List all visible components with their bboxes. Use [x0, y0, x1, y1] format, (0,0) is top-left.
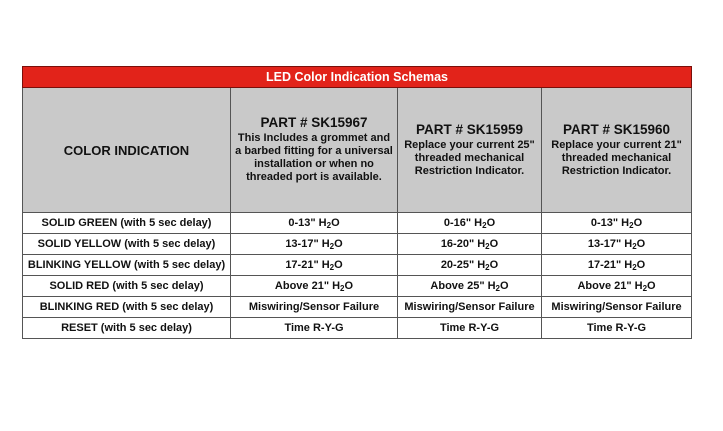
- cell-subscript: 2: [632, 241, 637, 251]
- cell-text: O: [489, 237, 499, 250]
- table-cell: [542, 234, 692, 255]
- table-cell: [231, 297, 398, 318]
- cell-text: O: [633, 216, 643, 229]
- table-cell: [231, 213, 398, 234]
- table-cell: [542, 213, 692, 234]
- cell-text: Above 21" H: [274, 279, 341, 292]
- table-row: [23, 276, 692, 297]
- part-number: PART # SK15960: [562, 121, 671, 137]
- cell-text: 13-17" H: [285, 237, 330, 250]
- part-column-header: [398, 88, 542, 213]
- cell-subscript: 2: [642, 283, 648, 293]
- cell-subscript: 2: [485, 262, 490, 272]
- cell-text: O: [489, 258, 499, 271]
- table-title: LED Color Indication Schemas: [23, 67, 692, 88]
- row-label: BLINKING YELLOW (with 5 sec delay): [23, 255, 231, 276]
- table-cell: [398, 213, 542, 234]
- cell-text: O: [486, 216, 496, 229]
- cell-text: 17-21" H: [285, 258, 330, 271]
- cell-subscript: 2: [329, 262, 335, 272]
- table-cell: [231, 255, 398, 276]
- cell-text: 20-25" H: [440, 258, 486, 271]
- cell-text: O: [500, 279, 509, 292]
- table-cell: [398, 234, 542, 255]
- part-number: PART # SK15959: [415, 121, 524, 137]
- cell-text: Above 21" H: [577, 279, 643, 292]
- cell-subscript: 2: [329, 241, 335, 251]
- cell-text: Miswiring/Sensor Failure: [404, 300, 535, 313]
- table-header-row: [23, 88, 692, 213]
- cell-subscript: 2: [482, 220, 487, 230]
- cell-subscript: 2: [340, 283, 345, 293]
- led-color-table: [22, 66, 692, 339]
- table-row: [23, 297, 692, 318]
- cell-text: 0-13" H: [590, 216, 630, 229]
- table-row: [23, 255, 692, 276]
- table-cell: [542, 276, 692, 297]
- table-cell: [542, 318, 692, 339]
- table-cell: [542, 255, 692, 276]
- cell-text: Miswiring/Sensor Failure: [248, 300, 380, 313]
- row-label: SOLID RED (with 5 sec delay): [23, 276, 231, 297]
- cell-text: O: [344, 279, 354, 292]
- cell-subscript: 2: [485, 241, 490, 251]
- row-label: BLINKING RED (with 5 sec delay): [23, 297, 231, 318]
- table-cell: [231, 318, 398, 339]
- cell-text: 0-13" H: [288, 216, 327, 229]
- part-description: This Includes a grommet and a barbed fitting for a universal installation or when no threaded port is available.: [235, 132, 393, 183]
- color-indication-header: COLOR INDICATION: [23, 88, 231, 213]
- table-cell: [398, 255, 542, 276]
- table-cell: [398, 297, 542, 318]
- row-label: SOLID YELLOW (with 5 sec delay): [23, 234, 231, 255]
- cell-text: O: [334, 258, 343, 271]
- table-cell: [398, 318, 542, 339]
- table-body: [23, 213, 692, 339]
- cell-text: O: [334, 237, 343, 250]
- cell-subscript: 2: [629, 220, 634, 230]
- cell-text: Time R-Y-G: [284, 321, 344, 334]
- table-row: [23, 318, 692, 339]
- cell-text: 16-20" H: [440, 237, 486, 250]
- row-label: RESET (with 5 sec delay): [23, 318, 231, 339]
- cell-text: 17-21" H: [587, 258, 633, 271]
- part-description: Replace your current 21" threaded mechanical Restriction Indicator.: [551, 138, 682, 177]
- cell-subscript: 2: [632, 262, 637, 272]
- cell-text: O: [636, 258, 646, 271]
- cell-text: 13-17" H: [587, 237, 633, 250]
- table-cell: [398, 276, 542, 297]
- part-description: Replace your current 25" threaded mechanical Restriction Indicator.: [404, 138, 535, 177]
- cell-subscript: 2: [326, 220, 332, 230]
- table-cell: [542, 297, 692, 318]
- part-column-header: [231, 88, 398, 213]
- table-cell: [231, 234, 398, 255]
- cell-text: O: [647, 279, 656, 292]
- cell-text: 0-16" H: [443, 216, 483, 229]
- table-cell: [231, 276, 398, 297]
- cell-text: Miswiring/Sensor Failure: [551, 300, 682, 313]
- cell-text: Time R-Y-G: [439, 321, 500, 334]
- table-title-row: [23, 67, 692, 88]
- cell-text: Time R-Y-G: [586, 321, 647, 334]
- cell-text: O: [636, 237, 646, 250]
- cell-text: O: [331, 216, 340, 229]
- part-column-header: [542, 88, 692, 213]
- cell-subscript: 2: [495, 283, 500, 293]
- cell-text: Above 25" H: [430, 279, 496, 292]
- row-label: SOLID GREEN (with 5 sec delay): [23, 213, 231, 234]
- part-number: PART # SK15967: [260, 115, 368, 130]
- table-row: [23, 213, 692, 234]
- table-row: [23, 234, 692, 255]
